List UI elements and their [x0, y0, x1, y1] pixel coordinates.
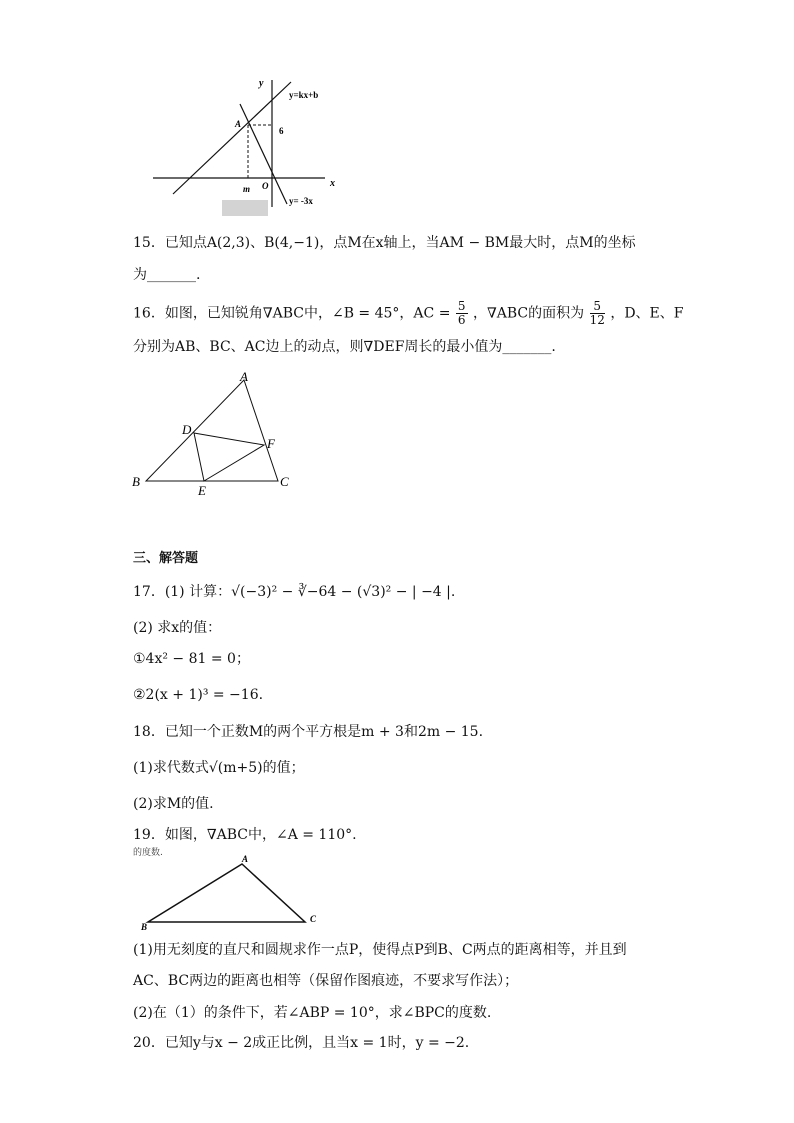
figure-triangle-abc — [136, 852, 336, 934]
q16-part3: ，D、E、F — [610, 305, 684, 322]
fraction-ac-num: 5 — [457, 299, 466, 313]
fraction-ac-den: 6 — [457, 313, 466, 327]
q17-line4: ②2(x + 1)³ = −16. — [133, 687, 264, 703]
section-heading: 三、解答题 — [133, 551, 199, 566]
label-b: B — [132, 474, 140, 489]
label-a: A — [240, 369, 248, 384]
label-b: B — [141, 922, 148, 932]
q19-line1: 19．如图，∇ABC中，∠A = 110°. — [133, 827, 357, 843]
blurred-patch — [222, 200, 268, 216]
q17-line2: (2) 求x的值： — [133, 620, 222, 636]
label-f: F — [267, 436, 275, 451]
triangle-abc — [146, 380, 278, 481]
fraction-area — [590, 300, 605, 327]
label-six: 6 — [279, 126, 284, 136]
q16-part2: ，∇ABC的面积为 — [472, 305, 585, 322]
q18-line3: (2)求M的值. — [133, 796, 214, 812]
figure-triangle-def — [128, 366, 298, 500]
q15-line1: 15．已知点A(2,3)、B(4,−1)，点M在x轴上，当AM − BM最大时，点M的坐标 — [133, 235, 636, 251]
q19-line3: AC、BC两边的距离也相等（保留作图痕迹，不要求写作法）； — [133, 973, 519, 989]
triangle-outline — [148, 864, 305, 922]
label-e: E — [198, 483, 206, 498]
label-c: C — [280, 474, 289, 489]
q17-line3: ①4x² − 81 = 0； — [133, 651, 250, 667]
q16-line1 — [133, 300, 684, 327]
q18-line2: (1)求代数式√(m+5)的值； — [133, 760, 305, 776]
label-origin: O — [262, 181, 269, 191]
figure-coordinate-graph — [145, 72, 355, 212]
label-line2: y= -3x — [289, 196, 313, 206]
q19-line2: (1)用无刻度的直尺和圆规求作一点P，使得点P到B、C两点的距离相等，并且到 — [133, 942, 627, 958]
label-point-a: A — [235, 119, 242, 129]
label-c: C — [310, 914, 317, 924]
q20-line1: 20．已知y与x − 2成正比例，且当x = 1时，y = −2. — [133, 1035, 470, 1051]
q19-fragment: 的度数. — [133, 848, 163, 858]
label-x: x — [330, 178, 335, 189]
line-kx-plus-b — [173, 82, 291, 194]
fraction-area-num: 5 — [590, 300, 605, 314]
q17-line1: 17．(1) 计算：√(−3)² − ∛−64 − (√3)² − | −4 |. — [133, 584, 456, 600]
q18-line1: 18．已知一个正数M的两个平方根是m + 3和2m − 15. — [133, 724, 484, 740]
triangle-def — [194, 433, 264, 481]
label-m: m — [243, 184, 251, 194]
label-line1: y=kx+b — [289, 90, 319, 100]
fraction-area-den: 12 — [589, 313, 605, 327]
label-d: D — [182, 422, 192, 437]
q19-line4: (2)在（1）的条件下，若∠ABP = 10°，求∠BPC的度数. — [133, 1005, 492, 1021]
q16-line2: 分别为AB、BC、AC边上的动点，则∇DEF周长的最小值为_______. — [133, 339, 556, 355]
q15-line2: 为_______. — [133, 267, 201, 283]
label-y: y — [259, 78, 264, 89]
label-a: A — [242, 854, 249, 864]
q16-part1: 16．如图，已知锐角∇ABC中，∠B = 45°，AC = — [133, 305, 451, 322]
fraction-ac — [456, 300, 468, 327]
